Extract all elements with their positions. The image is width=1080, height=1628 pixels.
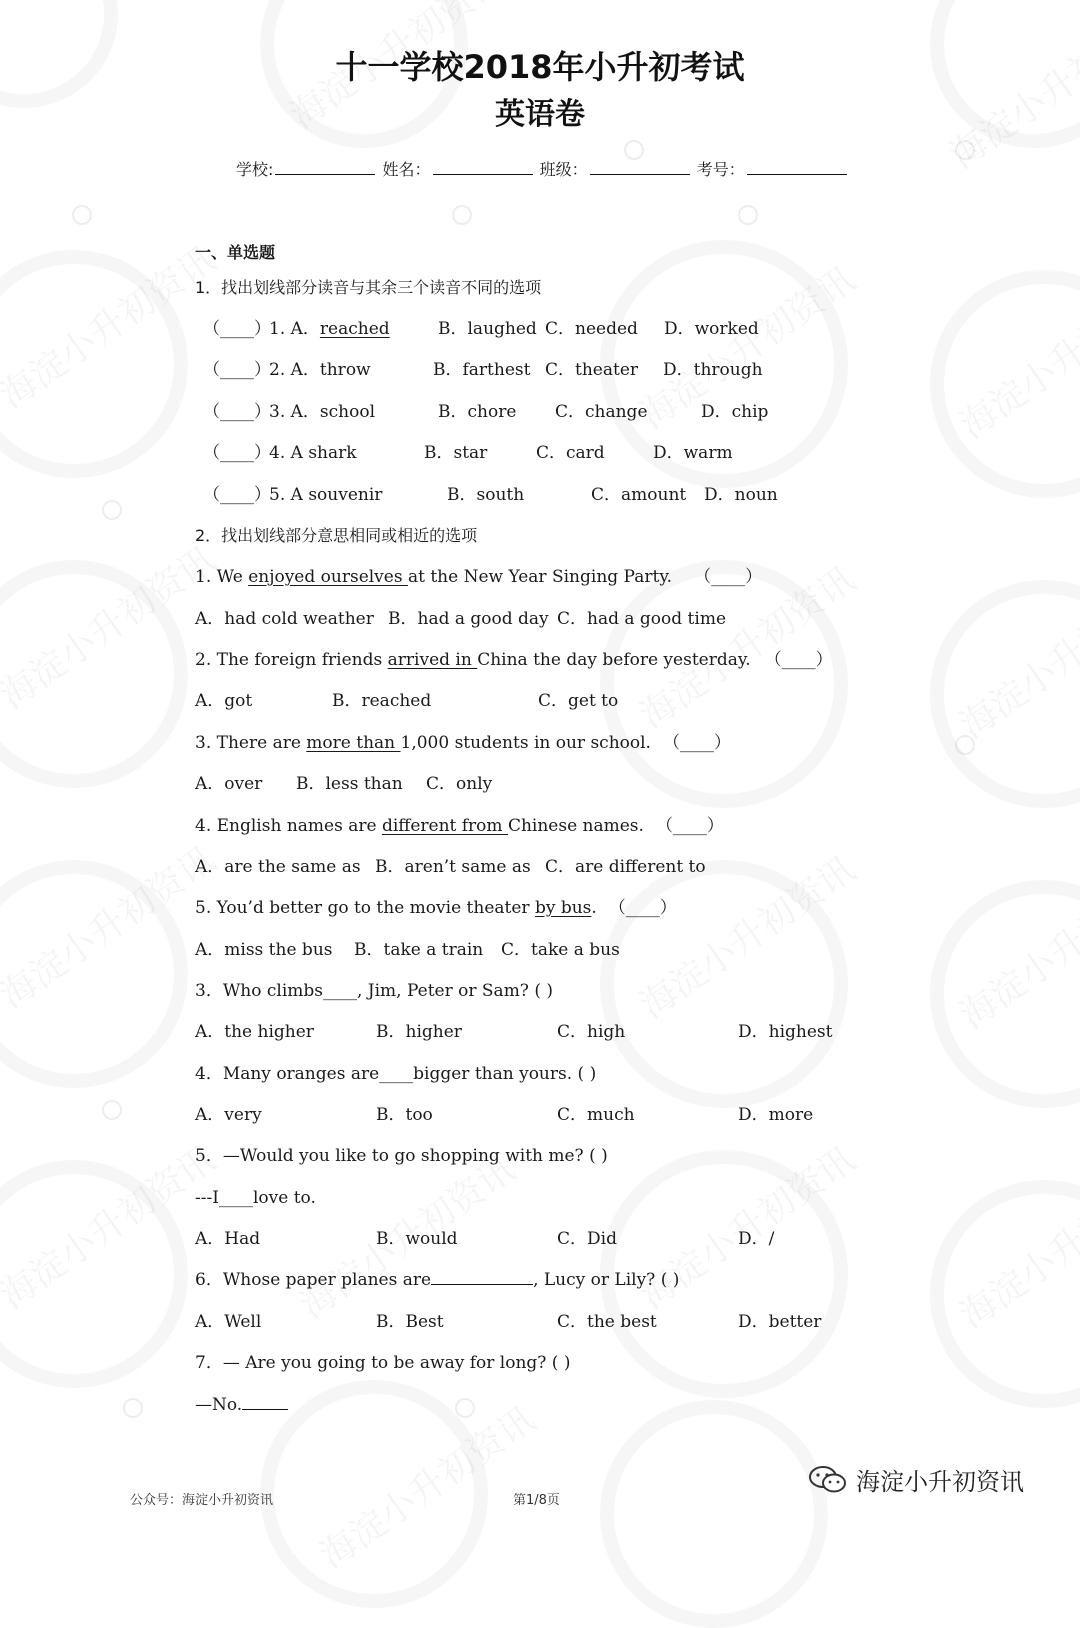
question-5-response: ---I____love to. <box>195 1188 316 1208</box>
watermark-ring <box>930 880 1080 1108</box>
option-a: A．very <box>195 1105 262 1125</box>
option-a: A．the higher <box>195 1022 314 1042</box>
item-number: 5. A <box>269 485 309 505</box>
watermark-dot <box>102 1100 122 1120</box>
question-6-prompt: 6．Whose paper planes are , Lucy or Lily? ( ) <box>195 1270 680 1290</box>
watermark-dot <box>455 1398 475 1418</box>
option-b: B．south <box>447 485 525 505</box>
watermark-dot <box>452 205 472 225</box>
page-title: 十一学校2018年小升初考试 <box>335 48 745 86</box>
answer-paren[interactable]: （____） <box>662 733 731 753</box>
watermark-dot <box>955 140 975 160</box>
watermark-ring <box>930 1180 1080 1408</box>
item-number: 3. A． <box>269 402 320 422</box>
q1-item-1 <box>195 317 895 341</box>
watermark-dot <box>123 1398 143 1418</box>
option-a: throw <box>319 360 371 380</box>
q2-options-5 <box>195 938 895 962</box>
brand-name: 海淀小升初资讯 <box>856 1468 1024 1496</box>
question-7-prompt: 7．— Are you going to be away for long? ( ) <box>195 1353 571 1373</box>
option-b: B．aren’t same as <box>375 857 531 877</box>
name-blank[interactable] <box>433 160 533 175</box>
answer-paren[interactable]: （____） <box>694 567 763 587</box>
option-d: D．worked <box>664 319 759 339</box>
q5-options <box>195 1227 895 1251</box>
option-b: B．too <box>376 1105 433 1125</box>
exam-number-blank[interactable] <box>747 160 847 175</box>
answer-paren[interactable]: （____） <box>203 443 271 463</box>
watermark-text <box>948 852 1080 1038</box>
answer-paren[interactable]: （____） <box>203 485 271 505</box>
underlined-phrase: arrived in <box>387 650 478 670</box>
option-d: D．highest <box>738 1022 833 1042</box>
option-a: A．miss the bus <box>195 940 333 960</box>
option-d: D．warm <box>653 443 733 463</box>
answer-paren[interactable]: （____） <box>764 650 833 670</box>
option-b: B．would <box>376 1229 458 1249</box>
watermark-ring <box>0 1160 188 1388</box>
underlined-phrase: by bus <box>534 898 592 918</box>
option-c: C．amount <box>591 485 687 505</box>
answer-paren[interactable]: （____） <box>655 816 724 836</box>
page-subtitle: 英语卷 <box>495 97 585 132</box>
exam-number-label: 考号： <box>696 160 745 179</box>
option-c: C．only <box>426 774 493 794</box>
q6-options <box>195 1310 895 1334</box>
watermark-ring <box>930 270 1080 498</box>
watermark-dot <box>72 205 92 225</box>
underlined-phrase: different from <box>381 816 508 836</box>
option-c: C．are different to <box>545 857 706 877</box>
answer-paren[interactable]: （____） <box>203 402 271 422</box>
q2-options-4 <box>195 855 895 879</box>
option-c: C．much <box>557 1105 635 1125</box>
q4-options <box>195 1103 895 1127</box>
watermark-ring <box>600 560 848 808</box>
watermark-text <box>948 562 1080 748</box>
option-b: B．farthest <box>433 360 531 380</box>
option-d: D．through <box>663 360 763 380</box>
q1-item-4 <box>195 441 895 465</box>
school-label: 学校: <box>236 160 274 179</box>
answer-blank[interactable] <box>242 1395 288 1410</box>
question-5-prompt: 5．—Would you like to go shopping with me? ( ) <box>195 1146 608 1166</box>
question-1-prompt: 1．找出划线部分读音与其余三个读音不同的选项 <box>195 278 542 297</box>
watermark-ring <box>0 860 188 1088</box>
q1-item-5 <box>195 483 895 507</box>
watermark-dot <box>955 735 975 755</box>
option-b: B．reached <box>332 691 432 711</box>
underlined-phrase: more than <box>306 733 401 753</box>
item-number: 2. A． <box>269 360 320 380</box>
option-b: B．less than <box>296 774 403 794</box>
q1-item-3 <box>195 400 895 424</box>
option-d: D．more <box>738 1105 814 1125</box>
option-a: A．had cold weather <box>195 609 374 629</box>
answer-paren[interactable]: （____） <box>203 319 271 339</box>
section-heading: 一、单选题 <box>195 243 276 262</box>
page-number: 第1/8页 <box>513 1493 560 1508</box>
option-c: C．theater <box>545 360 639 380</box>
watermark-ring <box>260 1380 488 1608</box>
watermark-ring <box>0 250 188 478</box>
option-a: A．Had <box>195 1229 261 1249</box>
class-label: 班级： <box>539 160 588 179</box>
watermark-dot <box>102 500 122 520</box>
watermark-text <box>948 1152 1080 1338</box>
option-c: C．Did <box>557 1229 617 1249</box>
option-b: B．take a train <box>354 940 484 960</box>
option-a: A．are the same as <box>195 857 361 877</box>
question-3-prompt: 3．Who climbs____, Jim, Peter or Sam? ( ) <box>195 981 553 1001</box>
wechat-icon <box>808 1464 848 1496</box>
q2-options-2 <box>195 689 895 713</box>
option-c: C．get to <box>538 691 619 711</box>
option-b: B．higher <box>376 1022 462 1042</box>
brand-logo <box>808 1462 1024 1497</box>
q2-sentence-4: 4. English names are different from Chinese names. （____） <box>195 816 724 836</box>
answer-blank[interactable] <box>431 1270 533 1285</box>
watermark-text <box>0 1132 224 1318</box>
answer-paren[interactable]: （____） <box>203 360 271 380</box>
q2-sentence-1: 1. We enjoyed ourselves at the New Year Singing Party. （____） <box>195 567 763 587</box>
q2-options-1 <box>195 607 895 631</box>
option-c: C．the best <box>557 1312 657 1332</box>
q2-sentence-5: 5. You’d better go to the movie theater by bus. （____） <box>195 898 677 918</box>
question-2-prompt: 2．找出划线部分意思相同或相近的选项 <box>195 526 478 545</box>
option-a: A．Well <box>195 1312 262 1332</box>
q2-options-3 <box>195 772 895 796</box>
q2-sentence-3: 3. There are more than 1,000 students in our school. （____） <box>195 733 731 753</box>
answer-paren[interactable]: （____） <box>608 898 677 918</box>
watermark-text <box>0 232 224 418</box>
student-info-row <box>236 157 849 180</box>
q1-item-2 <box>195 358 895 382</box>
footer-account: 公众号：海淀小升初资讯 <box>130 1493 274 1508</box>
watermark-text <box>308 1392 544 1578</box>
option-c: C．high <box>557 1022 626 1042</box>
watermark-text <box>948 262 1080 448</box>
watermark-ring <box>930 580 1080 808</box>
option-a: A．got <box>195 691 253 711</box>
watermark-text <box>0 532 224 718</box>
watermark-dot <box>738 205 758 225</box>
option-a: school <box>319 402 376 422</box>
option-c: C．take a bus <box>501 940 620 960</box>
option-c: C．needed <box>545 319 638 339</box>
q3-options <box>195 1020 895 1044</box>
school-blank[interactable] <box>275 160 375 175</box>
option-b: B．Best <box>376 1312 444 1332</box>
option-a: souvenir <box>308 485 383 505</box>
option-d: D．chip <box>701 402 769 422</box>
q2-sentence-2: 2. The foreign friends arrived in China the day before yesterday. （____） <box>195 650 833 670</box>
option-b: B．star <box>424 443 488 463</box>
item-number: 4. A <box>269 443 309 463</box>
option-b: B．had a good day <box>388 609 549 629</box>
option-a: shark <box>308 443 357 463</box>
option-b: B．laughed <box>438 319 537 339</box>
watermark-ring <box>600 1400 828 1628</box>
question-7-response: —No. <box>195 1393 288 1417</box>
option-d: D．/ <box>738 1229 775 1249</box>
watermark-text <box>0 832 224 1018</box>
option-c: C．change <box>555 402 648 422</box>
option-c: C．had a good time <box>557 609 727 629</box>
question-4-prompt: 4．Many oranges are____bigger than yours. ( ) <box>195 1064 597 1084</box>
option-d: D．better <box>738 1312 822 1332</box>
option-a: reached <box>319 319 390 339</box>
option-c: C．card <box>536 443 605 463</box>
option-a: A．over <box>195 774 263 794</box>
watermark-ring <box>0 560 188 788</box>
underlined-phrase: enjoyed ourselves <box>248 567 408 587</box>
option-d: D．noun <box>704 485 778 505</box>
class-blank[interactable] <box>590 160 690 175</box>
option-b: B．chore <box>438 402 517 422</box>
name-label: 姓名： <box>382 160 431 179</box>
item-number: 1. A． <box>269 319 320 339</box>
